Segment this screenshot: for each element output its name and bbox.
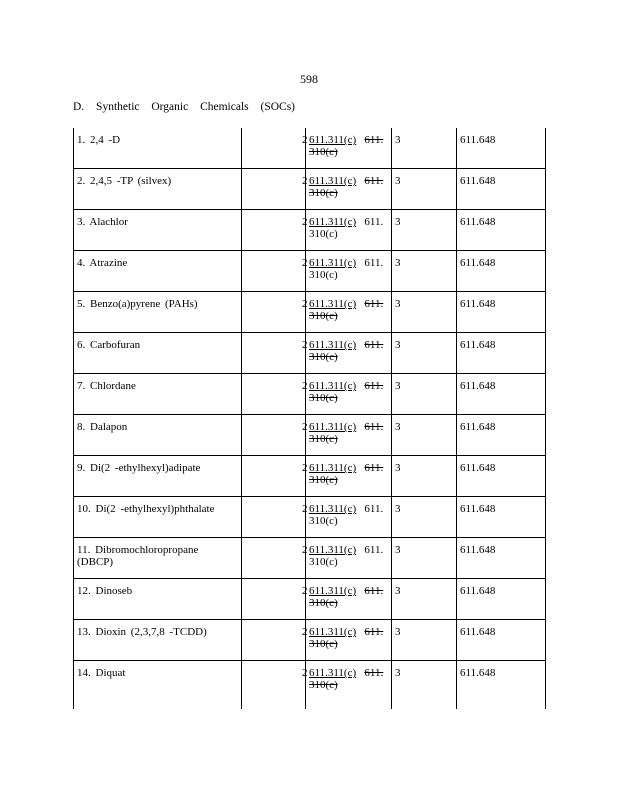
chemical-name <box>74 374 242 415</box>
column-5-value: 611.648 <box>457 620 546 661</box>
section-reference <box>306 251 392 292</box>
old-reference: 611. 310(c) <box>309 175 384 199</box>
chemical-name <box>74 333 242 374</box>
column-4-value: 3 <box>392 374 457 415</box>
section-reference <box>306 620 392 661</box>
column-4-value: 3 <box>392 579 457 620</box>
chemical-name <box>74 415 242 456</box>
chemical-name <box>74 538 242 579</box>
column-2-value: 2 <box>242 169 306 210</box>
column-5-value: 611.648 <box>457 661 546 710</box>
column-2-value: 2 <box>242 456 306 497</box>
column-4-value: 3 <box>392 620 457 661</box>
new-reference: 611.311(c) <box>309 626 357 638</box>
old-reference: 611. 310(c) <box>309 544 384 568</box>
column-2-value: 2 <box>242 210 306 251</box>
column-2-value: 2 <box>242 128 306 169</box>
column-5-value: 611.648 <box>457 210 546 251</box>
chemical-name-text: 6. Carbofuran <box>77 339 141 351</box>
chemical-name-text: 13. Dioxin (2,3,7,8 -TCDD) <box>77 626 207 638</box>
new-reference: 611.311(c) <box>309 503 357 515</box>
column-4-value: 3 <box>392 128 457 169</box>
chemical-name-text: 14. Diquat <box>77 667 126 679</box>
chemical-name <box>74 661 242 710</box>
table-row <box>74 497 546 538</box>
column-4-value: 3 <box>392 292 457 333</box>
table-row <box>74 292 546 333</box>
chemical-name <box>74 292 242 333</box>
table-row <box>74 169 546 210</box>
new-reference: 611.311(c) <box>309 134 357 146</box>
column-4-value: 3 <box>392 169 457 210</box>
column-4-value: 3 <box>392 456 457 497</box>
section-reference <box>306 538 392 579</box>
old-reference: 611. 310(c) <box>309 134 384 158</box>
chemical-name-text: 7. Chlordane <box>77 380 136 392</box>
table-row <box>74 415 546 456</box>
chemical-name <box>74 579 242 620</box>
table-row <box>74 128 546 169</box>
column-4-value: 3 <box>392 210 457 251</box>
chemical-name <box>74 456 242 497</box>
table-row <box>74 538 546 579</box>
column-4-value: 3 <box>392 538 457 579</box>
table-row <box>74 210 546 251</box>
chemical-name-text: 9. Di(2 -ethylhexyl)adipate <box>77 462 201 474</box>
table-row <box>74 579 546 620</box>
table-row <box>74 456 546 497</box>
chemical-name-text: 4. Atrazine <box>77 257 128 269</box>
chemical-name <box>74 251 242 292</box>
table-row <box>74 251 546 292</box>
chemical-name-text: 11. Dibromochloropropane (DBCP) <box>77 544 199 568</box>
chemical-name-text: 3. Alachlor <box>77 216 128 228</box>
section-reference <box>306 456 392 497</box>
chemical-name-text: 8. Dalapon <box>77 421 128 433</box>
column-5-value: 611.648 <box>457 415 546 456</box>
old-reference: 611. 310(c) <box>309 339 384 363</box>
new-reference: 611.311(c) <box>309 298 357 310</box>
chemical-name-text: 1. 2,4 -D <box>77 134 121 146</box>
column-5-value: 611.648 <box>457 128 546 169</box>
column-5-value: 611.648 <box>457 456 546 497</box>
soc-table-body <box>74 128 546 709</box>
old-reference: 611. 310(c) <box>309 626 384 650</box>
column-5-value: 611.648 <box>457 169 546 210</box>
section-reference <box>306 333 392 374</box>
section-reference <box>306 374 392 415</box>
column-2-value: 2 <box>242 374 306 415</box>
new-reference: 611.311(c) <box>309 421 357 433</box>
column-4-value: 3 <box>392 251 457 292</box>
new-reference: 611.311(c) <box>309 667 357 679</box>
new-reference: 611.311(c) <box>309 462 357 474</box>
old-reference: 611. 310(c) <box>309 380 384 404</box>
table-row <box>74 374 546 415</box>
chemical-name-text: 2. 2,4,5 -TP (silvex) <box>77 175 172 187</box>
section-reference <box>306 415 392 456</box>
column-4-value: 3 <box>392 497 457 538</box>
chemical-name-text: 10. Di(2 -ethylhexyl)phthalate <box>77 503 215 515</box>
section-reference <box>306 292 392 333</box>
new-reference: 611.311(c) <box>309 380 357 392</box>
new-reference: 611.311(c) <box>309 175 357 187</box>
column-2-value: 2 <box>242 415 306 456</box>
section-reference <box>306 128 392 169</box>
column-5-value: 611.648 <box>457 374 546 415</box>
old-reference: 611. 310(c) <box>309 585 384 609</box>
old-reference: 611. 310(c) <box>309 216 384 240</box>
old-reference: 611. 310(c) <box>309 257 384 281</box>
section-reference <box>306 210 392 251</box>
column-2-value: 2 <box>242 292 306 333</box>
new-reference: 611.311(c) <box>309 339 357 351</box>
column-2-value: 2 <box>242 333 306 374</box>
chemical-name-text: 5. Benzo(a)pyrene (PAHs) <box>77 298 198 310</box>
column-2-value: 2 <box>242 661 306 710</box>
column-5-value: 611.648 <box>457 538 546 579</box>
table-row <box>74 620 546 661</box>
section-reference <box>306 169 392 210</box>
new-reference: 611.311(c) <box>309 257 357 269</box>
old-reference: 611. 310(c) <box>309 298 384 322</box>
table-row <box>74 333 546 374</box>
column-5-value: 611.648 <box>457 333 546 374</box>
section-reference <box>306 579 392 620</box>
column-2-value: 2 <box>242 579 306 620</box>
column-5-value: 611.648 <box>457 251 546 292</box>
old-reference: 611. 310(c) <box>309 503 384 527</box>
column-5-value: 611.648 <box>457 579 546 620</box>
old-reference: 611. 310(c) <box>309 667 384 691</box>
section-reference <box>306 661 392 710</box>
old-reference: 611. 310(c) <box>309 462 384 486</box>
chemical-name <box>74 169 242 210</box>
chemical-name <box>74 128 242 169</box>
chemical-name <box>74 497 242 538</box>
new-reference: 611.311(c) <box>309 544 357 556</box>
section-title: D. Synthetic Organic Chemicals (SOCs) <box>73 101 295 113</box>
column-5-value: 611.648 <box>457 292 546 333</box>
column-2-value: 2 <box>242 497 306 538</box>
new-reference: 611.311(c) <box>309 216 357 228</box>
column-2-value: 2 <box>242 251 306 292</box>
old-reference: 611. 310(c) <box>309 421 384 445</box>
column-5-value: 611.648 <box>457 497 546 538</box>
column-4-value: 3 <box>392 333 457 374</box>
chemical-name <box>74 210 242 251</box>
column-4-value: 3 <box>392 415 457 456</box>
chemical-name <box>74 620 242 661</box>
column-4-value: 3 <box>392 661 457 710</box>
column-2-value: 2 <box>242 620 306 661</box>
column-2-value: 2 <box>242 538 306 579</box>
chemical-name-text: 12. Dinoseb <box>77 585 133 597</box>
section-reference <box>306 497 392 538</box>
table-row <box>74 661 546 710</box>
soc-table <box>73 128 546 709</box>
new-reference: 611.311(c) <box>309 585 357 597</box>
page-number: 598 <box>300 72 318 86</box>
